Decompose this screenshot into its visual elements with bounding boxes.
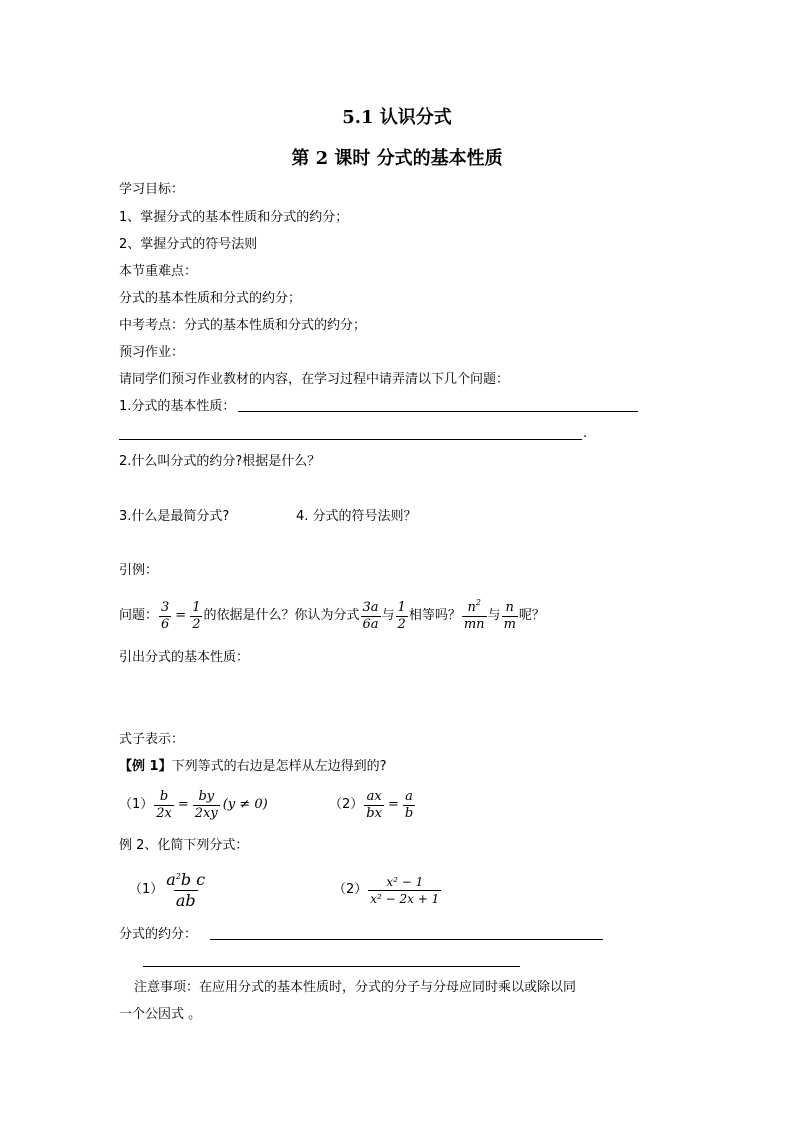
- intro-example-heading: 引例：: [119, 563, 159, 578]
- example-1-label-2: （2）: [329, 797, 364, 812]
- exam-points: 中考考点：分式的基本性质和分式的约分；: [119, 318, 367, 333]
- intro-lead: 问题：: [119, 608, 159, 623]
- fraction-n-m: $\frac{n}{m}$: [503, 599, 516, 632]
- difficulty-heading: 本节重难点：: [119, 264, 198, 279]
- reduction-label: 分式的约分：: [119, 927, 198, 942]
- example-1-part-2: （2） $\frac{ax}{bx}$ = $\frac{a}{b}$: [329, 788, 414, 821]
- lesson-title: 5.1 认识分式: [342, 107, 452, 128]
- question-3: 3.什么是最简分式?: [119, 509, 230, 524]
- example-1-bracket: 【例 1】: [119, 759, 172, 774]
- lesson-subtitle: 第 2 课时 分式的基本性质: [291, 148, 503, 169]
- example-1-part-1: （1） $\frac{b}{2x}$ = $\frac{by}{2xy}$ (y ≠ 0): [119, 788, 268, 821]
- example-2-label-1: （1）: [129, 882, 164, 897]
- question-1: 1.分式的基本性质：: [119, 399, 236, 414]
- fraction-a-b: $\frac{a}{b}$: [404, 788, 414, 821]
- example-2-label-2: （2）: [333, 882, 368, 897]
- intro-text-3: 相等吗？: [408, 608, 461, 623]
- example-2-part-1: [129, 866, 208, 914]
- fraction-1-2-b: $\frac{1}{2}$: [397, 599, 406, 632]
- formula-heading: 式子表示：: [119, 732, 185, 747]
- reduction-line-2: [143, 966, 520, 967]
- intro-text-5: 呢？: [518, 608, 545, 623]
- intro-text-4: 与: [487, 608, 501, 623]
- difficulty-text: 分式的基本性质和分式的约分；: [119, 291, 302, 306]
- example-2-heading: 例 2、化简下列分式：: [119, 838, 249, 853]
- answer-line-1: [238, 411, 638, 412]
- intro-text-2: 与: [381, 608, 395, 623]
- preview-intro: 请同学们预习作业教材的内容，在学习过程中请弄清以下几个问题：: [119, 372, 510, 387]
- fraction-b-2x: $\frac{b}{2x}$: [156, 788, 172, 821]
- derive-property: 引出分式的基本性质：: [119, 650, 250, 665]
- intro-text-1: 的依据是什么？你认为分式: [203, 608, 360, 623]
- preview-heading: 预习作业：: [119, 345, 185, 360]
- fraction-a2bc-ab: $\frac{a^2b c}{ab}$: [166, 869, 206, 910]
- goal-item-2: 2、掌握分式的符号法则: [119, 237, 258, 252]
- answer-line-2: [119, 439, 582, 440]
- goals-heading: 学习目标：: [119, 182, 185, 197]
- fraction-3a-6a: $\frac{3a}{6a}$: [362, 599, 379, 632]
- note-line-1: 注意事项：在应用分式的基本性质时，分式的分子与分母应同时乘以或除以同: [134, 980, 577, 995]
- fraction-x2minus1: $\frac{\text{x² − 1}}{\text{x² − 2x + 1}}$: [370, 874, 440, 906]
- fraction-by-2xy: $\frac{by}{2xy}$: [194, 788, 218, 821]
- question-2: 2.什么叫分式的约分?根据是什么？: [119, 454, 321, 469]
- example-1-text: 下列等式的右边是怎样从左边得到的?: [171, 759, 387, 774]
- question-4: 4. 分式的符号法则？: [296, 509, 417, 524]
- fraction-3-6: $\frac{3}{6}$: [161, 599, 170, 632]
- intro-question: [119, 596, 545, 636]
- fraction-1-2: $\frac{1}{2}$: [192, 599, 201, 632]
- reduction-line-1: [210, 939, 603, 940]
- goal-item-1: 1、掌握分式的基本性质和分式的约分；: [119, 210, 349, 225]
- example-1-label-1: （1）: [119, 797, 154, 812]
- example-2-part-2: [333, 868, 442, 912]
- answer-line-end: .: [583, 426, 588, 441]
- fraction-n2-mn: $\frac{n^2}{mn}$: [463, 597, 485, 632]
- equals-sign: =: [175, 608, 187, 623]
- fraction-ax-bx: $\frac{ax}{bx}$: [366, 788, 382, 821]
- example-1-condition: (y ≠ 0): [222, 797, 268, 812]
- example-1-heading: [119, 759, 386, 775]
- note-line-2: 一个公因式 。: [119, 1007, 202, 1022]
